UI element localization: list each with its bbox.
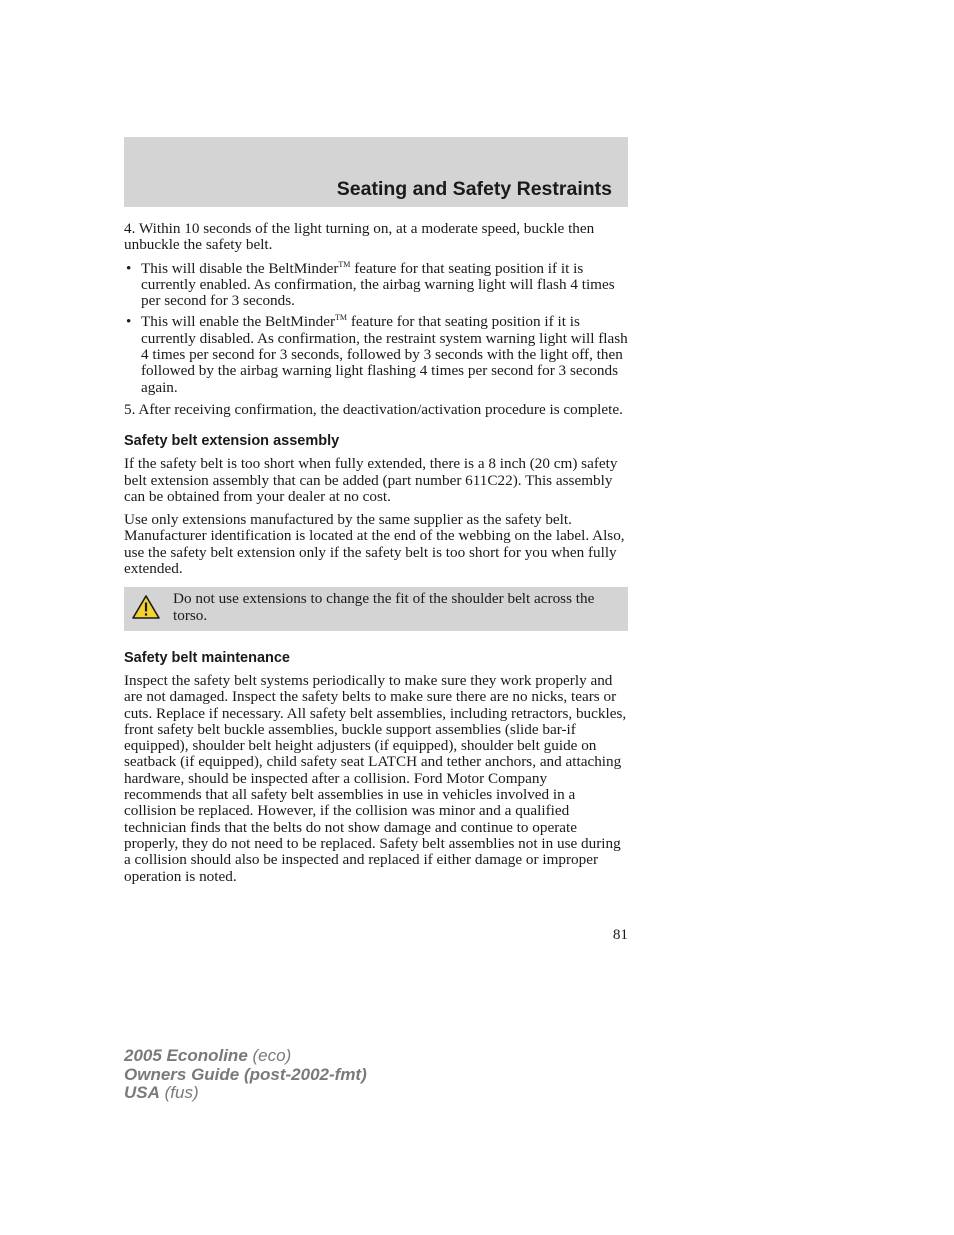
step-4-paragraph: 4. Within 10 seconds of the light turning on, at a moderate speed, buckle then unbuckle the safety belt. bbox=[124, 220, 595, 254]
footer-region-code: (fus) bbox=[159, 1083, 199, 1102]
maintenance-paragraph: Inspect the safety belt systems periodically to make sure they work properly and are not damaged. Inspect the safety belts to make sure there are no nicks, tears or cuts. Replace if necessary. All safety belt assemblies, including retractors, buckles, front safety belt buckle assemblies, buckle support assemblies (slide bar-if equipped), shoulder belt height adjusters (if equipped), shoulder belt guide on seatback (if equipped), child safety seat LATCH and tether anchors, and attaching hardware, should be inspected after a collision. Ford Motor Company recommends that all safety belt assemblies in use in vehicles involved in a collision be replaced. However, if the collision was minor and a qualified technician finds that the belts do not show damage and continue to operate properly, they do not need to be replaced. Safety belt assemblies not in use during a collision should also be inspected and replaced if either damage or improper operation is noted. bbox=[124, 671, 627, 885]
bullet-dot: • bbox=[126, 259, 132, 277]
page-number: 81 bbox=[612, 926, 628, 943]
step-5-paragraph: 5. After receiving confirmation, the deactivation/activation procedure is complete. bbox=[124, 400, 623, 418]
section-header-band bbox=[124, 137, 628, 207]
bullet-item-disable bbox=[124, 261, 628, 310]
maintenance-heading: Safety belt maintenance bbox=[124, 649, 290, 666]
page-content bbox=[124, 221, 628, 892]
bullet-text-end: feature for that seating position if it is currently enabled. As confirmation, the airbag warning light will flash 4 times per second for 3 seconds. bbox=[141, 259, 615, 310]
warning-text: Do not use extensions to change the fit of the shoulder belt across the torso. bbox=[173, 590, 595, 624]
bullet-dot: • bbox=[126, 313, 132, 331]
footer-line-3 bbox=[124, 1084, 367, 1103]
footer-model-code: (eco) bbox=[247, 1046, 292, 1065]
trademark-mark: TM bbox=[335, 313, 348, 323]
trademark-mark: TM bbox=[338, 259, 351, 269]
extension-paragraph-2: Use only extensions manufactured by the same supplier as the safety belt. Manufacturer identification is located at the end of the webbing on the label. Also, use the safety belt extension only if the safety belt is too short for you when fully extended. bbox=[124, 511, 625, 578]
footer-region: USA bbox=[124, 1083, 160, 1102]
document-footer bbox=[124, 1047, 367, 1103]
bullet-item-enable bbox=[124, 314, 628, 395]
bullet-list bbox=[124, 261, 628, 396]
footer-model: 2005 Econoline bbox=[124, 1046, 248, 1065]
extension-paragraph-1: If the safety belt is too short when fully extended, there is a 8 inch (20 cm) safety belt extension assembly that can be added (part number 611C22). This assembly can be obtained from your dealer at no cost. bbox=[124, 455, 618, 505]
extension-heading: Safety belt extension assembly bbox=[124, 433, 340, 450]
bullet-text-start: This will enable the BeltMinder bbox=[141, 313, 336, 331]
section-title: Seating and Safety Restraints bbox=[336, 178, 612, 200]
bullet-text-end: feature for that seating position if it is currently disabled. As confirmation, the restraint system warning light will flash 4 times per second for 3 seconds, followed by 3 seconds with the light off, then followed by the airbag warning light flashing 4 times per second for 3 seconds again. bbox=[141, 313, 628, 396]
bullet-text-start: This will disable the BeltMinder bbox=[141, 259, 339, 277]
warning-triangle-icon bbox=[131, 594, 161, 620]
footer-line-2 bbox=[124, 1066, 367, 1085]
warning-box bbox=[124, 587, 628, 631]
footer-line-1 bbox=[124, 1047, 367, 1066]
footer-guide: Owners Guide (post-2002-fmt) bbox=[124, 1064, 367, 1084]
